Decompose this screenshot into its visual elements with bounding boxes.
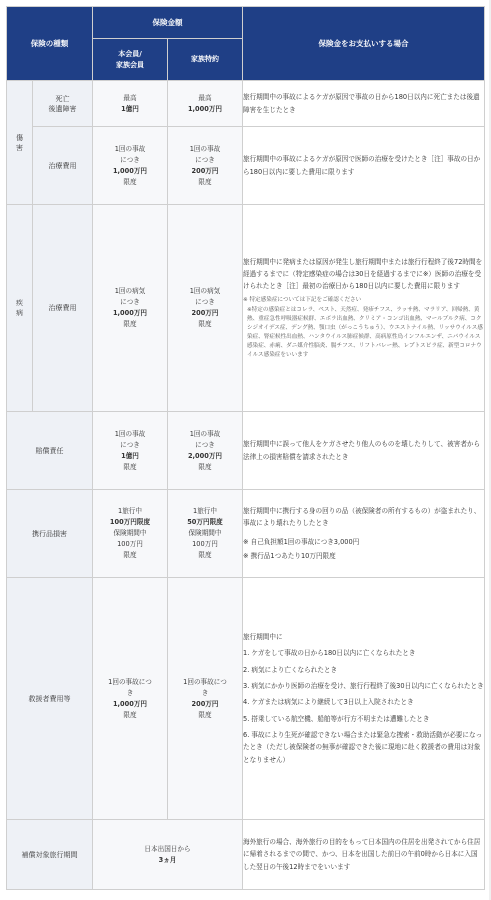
value-rescue-family [168,578,243,820]
value-line: 1回の病気 [189,287,221,295]
value-line: 1旅行中 [118,507,142,515]
category-injury-char-1: 傷 [16,133,23,142]
value-line: につき [120,298,140,306]
header-type: 保険の種類 [7,7,93,81]
desc-illness [243,205,485,412]
value-line: 1,000万円 [112,309,148,317]
value-line: 1回の事故 [114,429,146,438]
value-line: 200万円 [191,699,219,708]
header-family-rider: 家族特約 [168,39,243,81]
rescue-item-3: 3. 病気にかかり医師の治療を受け、旅行行程終了後30日以内に亡くなられたとき [243,682,484,691]
value-illness-family [168,205,243,412]
rescue-item-5: 5. 搭乗している航空機、船舶等が行方不明または遭難したとき [243,714,430,723]
coverage-table [6,6,485,890]
value-line: 1億円 [121,451,139,460]
value-line: 1回の病気 [114,287,146,295]
value-line: 1回の事故 [189,429,221,438]
category-illness [7,205,33,412]
table-row-rescue [7,578,485,820]
category-illness-char-2: 病 [16,309,23,317]
value-line: 200万円 [191,309,219,317]
value-baggage-family [168,490,243,578]
value-death-self [93,81,168,127]
value-line: 限度 [123,462,137,471]
label-baggage: 携行品損害 [7,490,93,578]
desc-death: 旅行期間中の事故によるケガが原因で事故の日から180日以内に死亡または後遺障害を生じたとき [243,81,485,127]
value-line: 1回の事故 [114,144,146,153]
table-row-injury-death [7,81,485,127]
category-injury [7,81,33,205]
value-line: 1回の事故 [189,144,221,153]
table-row-liability [7,412,485,490]
value-injury-medical-self [93,127,168,205]
value-line: 限度 [123,320,137,328]
value-line: につき [120,440,140,449]
value-line: 1回の事故につ [183,677,227,686]
header-amount: 保険金額 [93,7,243,39]
value-rescue-self [93,578,168,820]
label-death [33,81,93,127]
rescue-intro: 旅行期間中に [243,633,283,642]
value-line: 100万円限度 [109,518,151,526]
value-line: 1,000万円 [187,104,223,113]
desc-illness-main: 旅行期間中に発病または原因が発生し旅行期間中または旅行行程終了後72時間を経過するまでに（特定感染症の場合は30日を経過するまでに※）医師の治療を受けられたとき［注］最初の治療日から180日以内に要した費用に限ります [243,257,483,291]
header-payout: 保険金をお支払いする場合 [243,7,485,81]
value-line: 1回の事故につ [108,677,152,686]
value-period [93,820,243,890]
value-death-family [168,81,243,127]
value-line: 1,000万円 [112,699,148,708]
rescue-item-1: 1. ケガをして事故の日から180日以内に亡くなられたとき [243,649,416,658]
desc-baggage [243,490,485,578]
label-injury-medical: 治療費用 [33,127,93,205]
header-self-line-1: 本会員/ [118,49,142,58]
rescue-item-6: 6. 事故により生死が確認できない場合または緊急な捜索・救助活動が必要になったとき（ただし被保険者の無事が確認できた後に現地に赴く救援者の費用は対象となりません） [243,730,483,764]
desc-liability: 旅行期間中に誤って他人をケガさせたり他人のものを壊したりして、被害者から法律上の損害賠償を請求されたとき [243,412,485,490]
illness-note-title: ※ 特定感染症については下記をご確認ください [243,297,362,304]
value-line: 100万円 [192,540,218,548]
rescue-item-2: 2. 病気により亡くなられたとき [243,665,338,674]
value-liability-self [93,412,168,490]
value-line: 限度 [123,177,137,186]
value-line: 保険期間中 [188,529,222,537]
rescue-item-4: 4. ケガまたは病気により継続して3日以上入院されたとき [243,698,414,707]
value-line: 1旅行中 [193,507,217,515]
value-line: 日本出国日から [144,844,191,853]
baggage-note-deductible: ※ 自己負担額1回の事故につき3,000円 [243,537,360,546]
desc-period: 海外旅行の場合、海外旅行の目的をもって日本国内の住居を出発されてから住居に帰着されるまでの間で、かつ、日本を出国した前日の午前0時から日本に入国した翌日の午後12時までをいいます [243,820,485,890]
label-period: 補償対象旅行期間 [7,820,93,890]
value-line: 保険期間中 [113,529,147,537]
value-line: 限度 [198,320,212,328]
category-injury-char-2: 害 [16,143,23,152]
value-line: き [201,688,209,697]
label-liability: 賠償責任 [7,412,93,490]
value-line: 最高 [198,93,212,102]
value-baggage-self [93,490,168,578]
desc-rescue [243,578,485,820]
category-illness-char-1: 疾 [16,299,23,307]
value-line: 50万円限度 [187,518,223,526]
value-line: につき [195,298,215,306]
value-line: 限度 [198,710,212,719]
value-line: き [126,688,134,697]
header-self-member [93,39,168,81]
value-line: 1,000万円 [112,166,148,175]
label-death-line-2: 後遺障害 [48,104,77,113]
value-line: につき [195,155,215,164]
value-line: 限度 [123,710,137,719]
desc-baggage-main: 旅行期間中に携行する身の回りの品（被保険者の所有するもの）が盗まれたり、事故により壊れたりしたとき [243,506,481,528]
value-line: 2,000万円 [187,451,223,460]
label-death-line-1: 死亡 [55,94,70,103]
table-row-injury-medical [7,127,485,205]
value-line: 1億円 [121,104,139,113]
value-line: 限度 [198,551,212,559]
value-illness-self [93,205,168,412]
header-self-line-2: 家族会員 [116,60,144,69]
desc-injury-medical: 旅行期間中の事故によるケガが原因で医師の治療を受けたとき［注］事故の日から180日以内に要した費用に限ります [243,127,485,205]
value-line: 限度 [198,462,212,471]
value-injury-medical-family [168,127,243,205]
value-line: 限度 [198,177,212,186]
illness-note-body: ※特定の感染症とはコレラ、ペスト、天然痘、発疹チフス、ラッサ熱、マラリア、回帰熱、黄熱、重症急性呼吸器症候群、エボラ出血熱、クリミア・コンゴ出血熱、マールブルク病、コクシジオイデス症、デング熱、顎口虫（がっこうちゅう）、ウエストナイル熱、リッサウイルス感染症、腎症候性出血熱、ハンタウイルス肺症候群、高病原性鳥インフルエンザ、ニパウイルス感染症、赤痢、ダニ媒介性脳炎、腸チフス、リフトバレー熱、レプトスピラ症、新型コロナウイルス感染症をいいます [247,307,483,359]
value-line: 限度 [123,551,137,559]
value-liability-family [168,412,243,490]
value-line: 最高 [123,93,137,102]
label-illness-medical: 治療費用 [33,205,93,412]
table-row-illness [7,205,485,412]
value-line: 3ヵ月 [158,855,177,864]
value-line: につき [120,155,140,164]
label-rescue: 救援者費用等 [7,578,93,820]
table-row-baggage [7,490,485,578]
value-line: 100万円 [117,540,143,548]
value-line: 200万円 [191,166,219,175]
baggage-note-limit: ※ 携行品1つあたり10万円限度 [243,551,336,560]
table-row-period [7,820,485,890]
value-line: につき [195,440,215,449]
